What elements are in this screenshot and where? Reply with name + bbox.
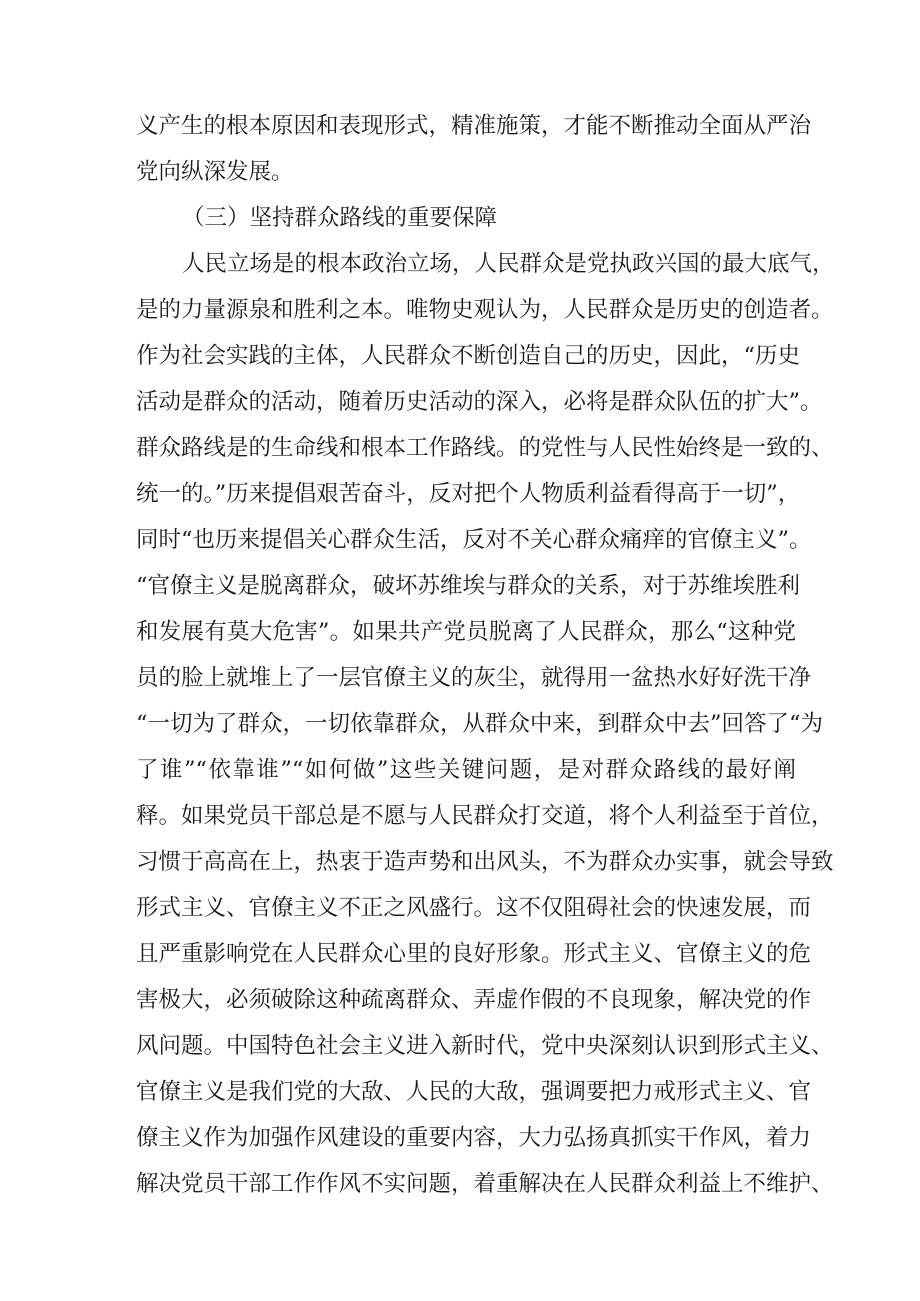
- body-text-line: 同时“也历来提倡关心群众生活，反对不关心群众痛痒的官僚主义”。: [136, 527, 812, 553]
- body-text-line: “官僚主义是脱离群众，破坏苏维埃与群众的关系，对于苏维埃胜利: [136, 573, 801, 599]
- body-text-line: 了谁”“依靠谁”“如何做”这些关键问题，是对群众路线的最好阐: [136, 757, 796, 783]
- body-text-line: 形式主义、官僚主义不正之风盛行。这不仅阻碍社会的快速发展，而: [136, 895, 812, 921]
- body-text-line: 群众路线是的生命线和根本工作路线。的党性与人民性始终是一致的、: [136, 435, 834, 461]
- body-text-line: 员的脸上就堆上了一层官僚主义的灰尘，就得用一盆热水好好洗干净: [136, 665, 812, 691]
- body-text-line: 人民立场是的根本政治立场，人民群众是党执政兴国的最大底气，: [182, 251, 835, 277]
- body-text-line: “一切为了群众，一切依靠群众，从群众中来，到群众中去”回答了“为: [136, 711, 824, 737]
- body-text-line: 作为社会实践的主体，人民群众不断创造自己的历史，因此，“历史: [136, 343, 801, 369]
- body-text-line: 害极大，必须破除这种疏离群众、弄虚作假的不良现象，解决党的作: [136, 987, 812, 1013]
- body-text-line: 习惯于高高在上，热衷于造声势和出风头，不为群众办实事，就会导致: [136, 849, 834, 875]
- body-text-line: 解决党员干部工作作风不实问题，着重解决在人民群众利益上不维护、: [136, 1171, 834, 1197]
- body-text-line: 统一的。”历来提倡艰苦奋斗，反对把个人物质利益看得高于一切”，: [136, 481, 801, 507]
- body-text-line: 活动是群众的活动，随着历史活动的深入，必将是群众队伍的扩大”。: [136, 389, 823, 415]
- body-text-line: 且严重影响党在人民群众心里的良好形象。形式主义、官僚主义的危: [136, 941, 812, 967]
- section-heading: （三）坚持群众路线的重要保障: [182, 205, 498, 231]
- body-text-line: 和发展有莫大危害”。如果共产党员脱离了人民群众，那么“这种党: [136, 619, 796, 645]
- body-text-line: 党向纵深发展。: [136, 159, 294, 185]
- body-text-line: 风问题。中国特色社会主义进入新时代，党中央深刻认识到形式主义、: [136, 1033, 834, 1059]
- body-text-line: 僚主义作为加强作风建设的重要内容，大力弘扬真抓实干作风，着力: [136, 1125, 812, 1151]
- body-text-line: 义产生的根本原因和表现形式，精准施策，才能不断推动全面从严治: [136, 113, 812, 139]
- body-text-line: 释。如果党员干部总是不愿与人民群众打交道，将个人利益至于首位，: [136, 803, 834, 829]
- body-text-line: 是的力量源泉和胜利之本。唯物史观认为，人民群众是历史的创造者。: [136, 297, 834, 323]
- body-text-line: 官僚主义是我们党的大敌、人民的大敌，强调要把力戒形式主义、官: [136, 1079, 812, 1105]
